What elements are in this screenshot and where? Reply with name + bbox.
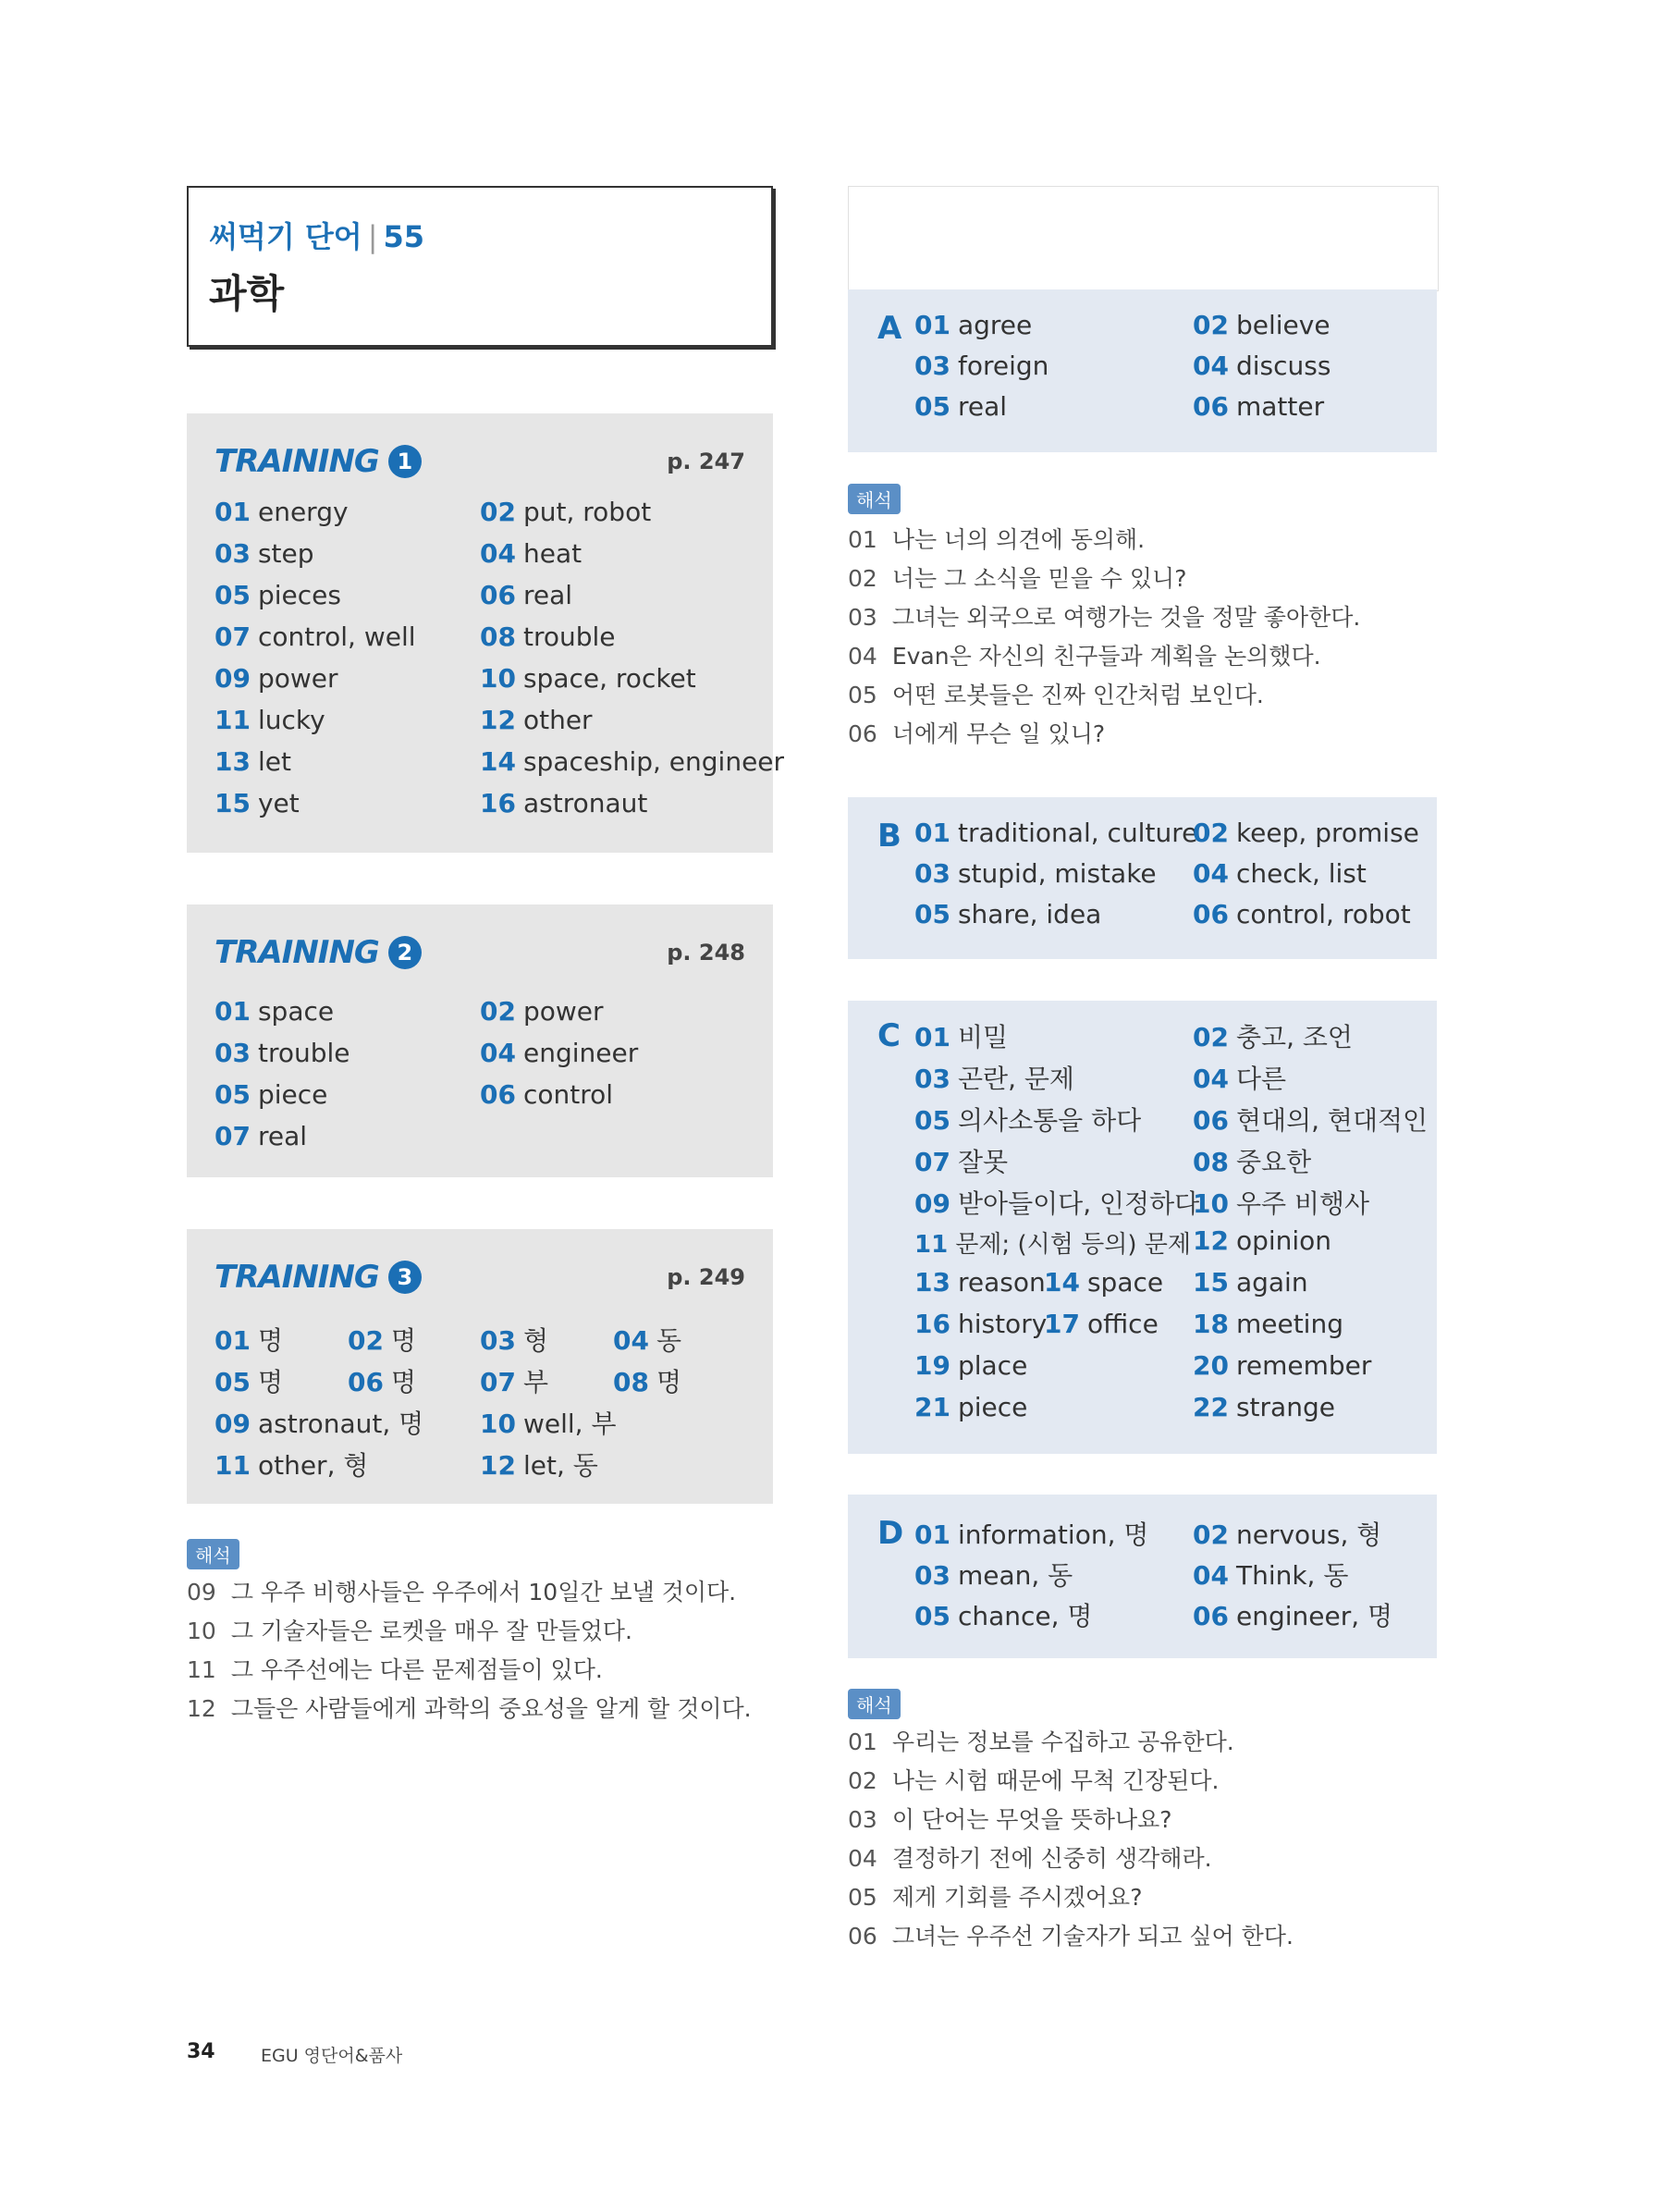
answer-number: 09 bbox=[215, 663, 251, 694]
answer-number: 04 bbox=[1193, 858, 1229, 889]
answer-header-box bbox=[848, 186, 1439, 291]
answer-number: 02 bbox=[1193, 1022, 1229, 1052]
answer-item bbox=[348, 1321, 416, 1358]
answer-number: 03 bbox=[480, 1325, 516, 1356]
answer-item bbox=[215, 1079, 327, 1110]
answer-text: discuss bbox=[1235, 351, 1331, 381]
answer-item bbox=[480, 705, 593, 735]
answer-item bbox=[914, 1017, 1008, 1054]
answer-number: 04 bbox=[480, 1038, 516, 1068]
answer-text: stupid, mistake bbox=[957, 858, 1157, 889]
translation-number: 06 bbox=[848, 720, 877, 747]
answer-number: 10 bbox=[480, 1409, 516, 1439]
answer-number: 06 bbox=[1193, 1105, 1229, 1136]
translation-line bbox=[848, 1802, 1172, 1835]
translation-text: 어떤 로봇들은 진짜 인간처럼 보인다. bbox=[891, 682, 1264, 708]
answer-item bbox=[914, 818, 1197, 848]
left-translation-badge: 해석 bbox=[187, 1539, 239, 1569]
answer-text: 의사소통을 하다 bbox=[957, 1105, 1142, 1136]
answer-item bbox=[914, 391, 1007, 422]
answer-item bbox=[348, 1362, 416, 1399]
answer-text: 비밀 bbox=[957, 1022, 1009, 1052]
answer-text: 명 bbox=[390, 1325, 417, 1356]
page-number: 34 bbox=[187, 2040, 215, 2063]
answer-text: matter bbox=[1235, 391, 1325, 422]
unit-title-box bbox=[187, 186, 773, 347]
answer-number: 13 bbox=[914, 1267, 950, 1298]
answer-number: 03 bbox=[914, 1064, 950, 1094]
answer-text: nervous, 형 bbox=[1235, 1519, 1382, 1550]
answer-number: 15 bbox=[1193, 1267, 1229, 1298]
answer-item bbox=[480, 788, 647, 818]
answer-number: 02 bbox=[480, 497, 516, 527]
answer-item bbox=[480, 1362, 548, 1399]
answer-number: 07 bbox=[215, 1121, 251, 1151]
answer-number: 03 bbox=[914, 1560, 950, 1591]
answer-item bbox=[215, 497, 349, 527]
answer-number: 01 bbox=[914, 818, 950, 848]
translation-text: 제게 기회를 주시겠어요? bbox=[891, 1884, 1143, 1911]
answer-item bbox=[1193, 1350, 1371, 1381]
answer-text: 잘못 bbox=[957, 1147, 1009, 1177]
answer-item bbox=[1193, 1225, 1331, 1256]
answer-text: remember bbox=[1235, 1350, 1372, 1381]
training-2-panel bbox=[187, 904, 773, 1177]
answer-number: 08 bbox=[613, 1367, 649, 1397]
section-b-panel bbox=[848, 797, 1437, 959]
answer-text: meeting bbox=[1235, 1309, 1343, 1339]
training-3-heading: TRAINING 3 bbox=[215, 1257, 422, 1298]
answer-item bbox=[480, 621, 616, 652]
answer-text: let bbox=[257, 746, 291, 777]
answer-number: 08 bbox=[480, 621, 516, 652]
training-3-page-ref: p. 249 bbox=[667, 1264, 745, 1290]
answer-item bbox=[1193, 858, 1367, 889]
answer-text: 곤란, 문제 bbox=[957, 1064, 1074, 1094]
translation-text: 이 단어는 무엇을 뜻하나요? bbox=[891, 1806, 1172, 1833]
translation-line bbox=[187, 1652, 603, 1685]
answer-text: reason bbox=[957, 1267, 1046, 1298]
answer-text: heat bbox=[522, 538, 582, 569]
answer-item bbox=[215, 538, 314, 569]
answer-number: 03 bbox=[215, 1038, 251, 1068]
answer-item bbox=[1193, 1392, 1335, 1422]
translation-line bbox=[848, 638, 1321, 671]
translation-text: 그 우주선에는 다른 문제점들이 있다. bbox=[230, 1656, 603, 1683]
answer-text: share, idea bbox=[957, 899, 1102, 929]
answer-text: foreign bbox=[957, 351, 1049, 381]
answer-number: 22 bbox=[1193, 1392, 1229, 1422]
answer-number: 06 bbox=[1193, 1601, 1229, 1631]
answer-number: 02 bbox=[1193, 310, 1229, 340]
answer-text: 명 bbox=[390, 1367, 417, 1397]
answer-text: 동 bbox=[656, 1325, 682, 1356]
translation-line bbox=[848, 560, 1186, 594]
answer-text: control, robot bbox=[1235, 899, 1411, 929]
answer-number: 06 bbox=[1193, 899, 1229, 929]
answer-text: let, 동 bbox=[522, 1450, 598, 1481]
answer-number: 02 bbox=[1193, 1519, 1229, 1550]
answer-text: 문제; (시험 등의) 문제 bbox=[955, 1231, 1191, 1259]
answer-item bbox=[480, 1404, 617, 1441]
translation-line bbox=[848, 599, 1360, 633]
answer-text: spaceship, engineer bbox=[522, 746, 785, 777]
answer-text: opinion bbox=[1235, 1225, 1332, 1256]
answer-text: piece bbox=[257, 1079, 328, 1110]
answer-number: 06 bbox=[348, 1367, 384, 1397]
answer-number: 02 bbox=[480, 996, 516, 1027]
answer-text: step bbox=[257, 538, 314, 569]
answer-number: 05 bbox=[914, 1105, 950, 1136]
translation-text: 그들은 사람들에게 과학의 중요성을 알게 할 것이다. bbox=[230, 1695, 752, 1722]
answer-text: engineer bbox=[522, 1038, 639, 1068]
training-3-panel bbox=[187, 1229, 773, 1504]
answer-number: 05 bbox=[914, 1601, 950, 1631]
answer-item bbox=[914, 1059, 1074, 1096]
translation-text: Evan은 자신의 친구들과 계획을 논의했다. bbox=[891, 643, 1321, 670]
answer-item bbox=[215, 996, 334, 1027]
answer-item bbox=[215, 1446, 368, 1483]
translation-line bbox=[848, 1879, 1142, 1913]
answer-item bbox=[480, 1446, 598, 1483]
translation-line bbox=[848, 1918, 1294, 1951]
answer-item bbox=[215, 705, 325, 735]
training-1-panel bbox=[187, 413, 785, 853]
answer-item bbox=[1193, 1059, 1286, 1096]
answer-number: 01 bbox=[914, 1519, 950, 1550]
answer-item bbox=[480, 663, 696, 694]
answer-number: 04 bbox=[1193, 1064, 1229, 1094]
answer-number: 09 bbox=[215, 1409, 251, 1439]
answer-item bbox=[1193, 1556, 1348, 1593]
answer-text: yet bbox=[257, 788, 300, 818]
a-translation-badge: 해석 bbox=[848, 484, 901, 514]
answer-text: agree bbox=[957, 310, 1033, 340]
answer-text: mean, 동 bbox=[957, 1560, 1073, 1591]
translation-line bbox=[848, 522, 1145, 555]
translation-text: 나는 시험 때문에 무척 긴장된다. bbox=[891, 1767, 1220, 1794]
answer-text: 형 bbox=[522, 1325, 549, 1356]
answer-text: strange bbox=[1235, 1392, 1335, 1422]
translation-text: 우리는 정보를 수집하고 공유한다. bbox=[891, 1729, 1234, 1755]
answer-number: 06 bbox=[1193, 391, 1229, 422]
answer-item bbox=[1193, 1515, 1381, 1552]
answer-number: 09 bbox=[914, 1188, 950, 1219]
answer-number: 01 bbox=[215, 1325, 251, 1356]
answer-number: 04 bbox=[613, 1325, 649, 1356]
answer-text: again bbox=[1235, 1267, 1308, 1298]
translation-line bbox=[187, 1691, 752, 1724]
answer-number: 11 bbox=[914, 1231, 949, 1259]
translation-line bbox=[187, 1613, 632, 1646]
answer-number: 03 bbox=[914, 858, 950, 889]
translation-text: 그녀는 외국으로 여행가는 것을 정말 좋아한다. bbox=[891, 604, 1361, 631]
answer-item bbox=[480, 996, 604, 1027]
answer-number: 03 bbox=[914, 351, 950, 381]
book-title: EGU 영단어&품사 bbox=[261, 2046, 403, 2066]
answer-item bbox=[613, 1362, 681, 1399]
answer-number: 01 bbox=[914, 1022, 950, 1052]
answer-item bbox=[1193, 899, 1411, 929]
answer-number: 05 bbox=[215, 580, 251, 610]
answer-item bbox=[480, 580, 572, 610]
translation-text: 그 기술자들은 로켓을 매우 잘 만들었다. bbox=[230, 1618, 632, 1644]
answer-text: 명 bbox=[257, 1325, 284, 1356]
translation-number: 01 bbox=[848, 526, 877, 553]
answer-number: 03 bbox=[215, 538, 251, 569]
answer-item bbox=[215, 621, 416, 652]
answer-item bbox=[914, 1515, 1148, 1552]
answer-item bbox=[914, 858, 1157, 889]
answer-item bbox=[914, 1556, 1073, 1593]
section-a-panel bbox=[848, 289, 1437, 452]
unit-label: 써먹기 단어 | 55 bbox=[209, 219, 425, 254]
answer-number: 08 bbox=[1193, 1147, 1229, 1177]
translation-line bbox=[848, 716, 1105, 749]
answer-number: 05 bbox=[914, 391, 950, 422]
answer-text: control bbox=[522, 1079, 614, 1110]
section-b-letter: B bbox=[877, 818, 901, 855]
answer-number: 06 bbox=[480, 1079, 516, 1110]
answer-item bbox=[914, 1596, 1092, 1633]
answer-number: 07 bbox=[914, 1147, 950, 1177]
section-d-letter: D bbox=[877, 1515, 904, 1552]
answer-text: engineer, 명 bbox=[1235, 1601, 1393, 1631]
answer-text: 중요한 bbox=[1235, 1147, 1312, 1177]
answer-number: 07 bbox=[480, 1367, 516, 1397]
answer-number: 04 bbox=[1193, 351, 1229, 381]
answer-text: trouble bbox=[522, 621, 616, 652]
answer-item bbox=[613, 1321, 681, 1358]
answer-item bbox=[215, 1038, 350, 1068]
answer-number: 16 bbox=[480, 788, 516, 818]
translation-number: 06 bbox=[848, 1923, 877, 1950]
answer-text: space, rocket bbox=[522, 663, 696, 694]
answer-text: office bbox=[1086, 1309, 1159, 1339]
translation-text: 나는 너의 의견에 동의해. bbox=[891, 526, 1146, 553]
answer-text: real bbox=[957, 391, 1008, 422]
translation-number: 11 bbox=[187, 1656, 216, 1683]
answer-text: 받아들이다, 인정하다 bbox=[957, 1188, 1200, 1219]
answer-item bbox=[215, 1404, 423, 1441]
d-translation-badge: 해석 bbox=[848, 1689, 901, 1719]
answer-text: 명 bbox=[656, 1367, 682, 1397]
answer-number: 05 bbox=[215, 1079, 251, 1110]
answer-number: 16 bbox=[914, 1309, 950, 1339]
answer-item bbox=[215, 580, 341, 610]
answer-text: other, 형 bbox=[257, 1450, 369, 1481]
answer-text: power bbox=[522, 996, 604, 1027]
answer-item bbox=[215, 746, 291, 777]
section-d-panel bbox=[848, 1495, 1437, 1658]
section-c-panel bbox=[848, 1001, 1437, 1454]
answer-item bbox=[480, 497, 651, 527]
translation-number: 10 bbox=[187, 1618, 216, 1644]
answer-item bbox=[914, 899, 1101, 929]
answer-number: 18 bbox=[1193, 1309, 1229, 1339]
section-a-letter: A bbox=[877, 310, 902, 347]
answer-number: 19 bbox=[914, 1350, 950, 1381]
answer-item bbox=[215, 663, 338, 694]
answer-text: 우주 비행사 bbox=[1235, 1188, 1370, 1219]
answer-text: trouble bbox=[257, 1038, 350, 1068]
translation-text: 결정하기 전에 신중히 생각해라. bbox=[891, 1845, 1212, 1872]
answer-number: 17 bbox=[1044, 1309, 1080, 1339]
answer-text: astronaut bbox=[522, 788, 648, 818]
answer-item bbox=[215, 788, 300, 818]
answer-item bbox=[914, 1267, 1046, 1298]
translation-line bbox=[848, 677, 1264, 710]
training-1-heading: TRAINING 1 bbox=[215, 441, 422, 482]
translation-line bbox=[187, 1574, 736, 1607]
translation-text: 그녀는 우주선 기술자가 되고 싶어 한다. bbox=[891, 1923, 1294, 1950]
answer-item bbox=[914, 1350, 1027, 1381]
answer-number: 05 bbox=[215, 1367, 251, 1397]
answer-text: put, robot bbox=[522, 497, 652, 527]
section-c-letter: C bbox=[877, 1017, 901, 1054]
translation-number: 02 bbox=[848, 1767, 877, 1794]
answer-item bbox=[480, 746, 784, 777]
translation-line bbox=[848, 1763, 1220, 1796]
answer-text: place bbox=[957, 1350, 1028, 1381]
answer-text: 현대의, 현대적인 bbox=[1235, 1105, 1429, 1136]
answer-item bbox=[1044, 1309, 1159, 1339]
translation-number: 03 bbox=[848, 1806, 877, 1833]
answer-text: traditional, culture bbox=[957, 818, 1198, 848]
answer-text: space bbox=[1086, 1267, 1164, 1298]
answer-number: 21 bbox=[914, 1392, 950, 1422]
answer-text: 다른 bbox=[1235, 1064, 1287, 1094]
translation-line bbox=[848, 1840, 1212, 1874]
answer-text: believe bbox=[1235, 310, 1331, 340]
answer-text: Think, 동 bbox=[1235, 1560, 1349, 1591]
answer-item bbox=[1193, 1184, 1369, 1221]
answer-item bbox=[1193, 351, 1331, 381]
answer-number: 10 bbox=[1193, 1188, 1229, 1219]
answer-item bbox=[914, 351, 1048, 381]
answer-item bbox=[914, 1225, 1191, 1260]
answer-text: lucky bbox=[257, 705, 325, 735]
answer-item bbox=[480, 538, 582, 569]
answer-item bbox=[1193, 818, 1419, 848]
answer-item bbox=[480, 1038, 638, 1068]
answer-item bbox=[1193, 1596, 1392, 1633]
answer-item bbox=[215, 1321, 283, 1358]
translation-number: 01 bbox=[848, 1729, 877, 1755]
answer-number: 10 bbox=[480, 663, 516, 694]
answer-number: 12 bbox=[480, 705, 516, 735]
answer-item bbox=[1193, 1101, 1428, 1138]
answer-item bbox=[215, 1121, 307, 1151]
answer-number: 20 bbox=[1193, 1350, 1229, 1381]
answer-number: 12 bbox=[1193, 1225, 1229, 1256]
answer-number: 12 bbox=[480, 1450, 516, 1481]
answer-number: 01 bbox=[914, 310, 950, 340]
answer-item bbox=[914, 310, 1032, 340]
answer-number: 13 bbox=[215, 746, 251, 777]
translation-number: 03 bbox=[848, 604, 877, 631]
answer-text: real bbox=[257, 1121, 308, 1151]
answer-text: keep, promise bbox=[1235, 818, 1419, 848]
answer-item bbox=[1193, 310, 1331, 340]
answer-item bbox=[914, 1101, 1141, 1138]
answer-item bbox=[215, 1362, 283, 1399]
translation-text: 그 우주 비행사들은 우주에서 10일간 보낼 것이다. bbox=[230, 1579, 737, 1606]
answer-text: chance, 명 bbox=[957, 1601, 1093, 1631]
answer-number: 02 bbox=[1193, 818, 1229, 848]
translation-number: 02 bbox=[848, 565, 877, 592]
answer-number: 04 bbox=[480, 538, 516, 569]
answer-number: 07 bbox=[215, 621, 251, 652]
answer-text: control, well bbox=[257, 621, 416, 652]
answer-item bbox=[1193, 1017, 1353, 1054]
answer-number: 14 bbox=[480, 746, 516, 777]
answer-number: 14 bbox=[1044, 1267, 1080, 1298]
answer-item bbox=[480, 1079, 613, 1110]
translation-line bbox=[848, 1724, 1234, 1757]
answer-text: 충고, 조언 bbox=[1235, 1022, 1353, 1052]
answer-number: 06 bbox=[480, 580, 516, 610]
translation-number: 05 bbox=[848, 682, 877, 708]
answer-text: astronaut, 명 bbox=[257, 1409, 424, 1439]
answer-number: 11 bbox=[215, 1450, 251, 1481]
training-2-page-ref: p. 248 bbox=[667, 940, 745, 966]
answer-text: power bbox=[257, 663, 338, 694]
answer-text: other bbox=[522, 705, 593, 735]
answer-item bbox=[914, 1184, 1199, 1221]
translation-number: 05 bbox=[848, 1884, 877, 1911]
answer-number: 01 bbox=[215, 996, 251, 1027]
answer-number: 11 bbox=[215, 705, 251, 735]
answer-text: energy bbox=[257, 497, 349, 527]
answer-text: pieces bbox=[257, 580, 341, 610]
answer-text: 부 bbox=[522, 1367, 549, 1397]
answer-text: well, 부 bbox=[522, 1409, 617, 1439]
answer-text: information, 명 bbox=[957, 1519, 1149, 1550]
translation-text: 너는 그 소식을 믿을 수 있니? bbox=[891, 565, 1187, 592]
answer-text: history bbox=[957, 1309, 1048, 1339]
translation-number: 09 bbox=[187, 1579, 216, 1606]
training-1-page-ref: p. 247 bbox=[667, 449, 745, 474]
answer-text: space bbox=[257, 996, 335, 1027]
translation-text: 너에게 무슨 일 있니? bbox=[891, 720, 1106, 747]
answer-item bbox=[1193, 1142, 1311, 1179]
answer-number: 01 bbox=[215, 497, 251, 527]
answer-item bbox=[914, 1392, 1027, 1422]
answer-item bbox=[1193, 1267, 1308, 1298]
translation-number: 12 bbox=[187, 1695, 216, 1722]
answer-item bbox=[1193, 391, 1324, 422]
answer-text: piece bbox=[957, 1392, 1028, 1422]
answer-number: 04 bbox=[1193, 1560, 1229, 1591]
answer-text: check, list bbox=[1235, 858, 1367, 889]
answer-number: 02 bbox=[348, 1325, 384, 1356]
answer-item bbox=[1193, 1309, 1343, 1339]
answer-item bbox=[914, 1309, 1047, 1339]
translation-number: 04 bbox=[848, 643, 877, 670]
answer-text: 명 bbox=[257, 1367, 284, 1397]
answer-number: 15 bbox=[215, 788, 251, 818]
unit-title: 과학 bbox=[209, 271, 285, 316]
answer-item bbox=[1044, 1267, 1163, 1298]
answer-item bbox=[480, 1321, 548, 1358]
answer-text: real bbox=[522, 580, 573, 610]
answer-number: 05 bbox=[914, 899, 950, 929]
answer-item bbox=[914, 1142, 1008, 1179]
training-2-heading: TRAINING 2 bbox=[215, 932, 422, 973]
translation-number: 04 bbox=[848, 1845, 877, 1872]
